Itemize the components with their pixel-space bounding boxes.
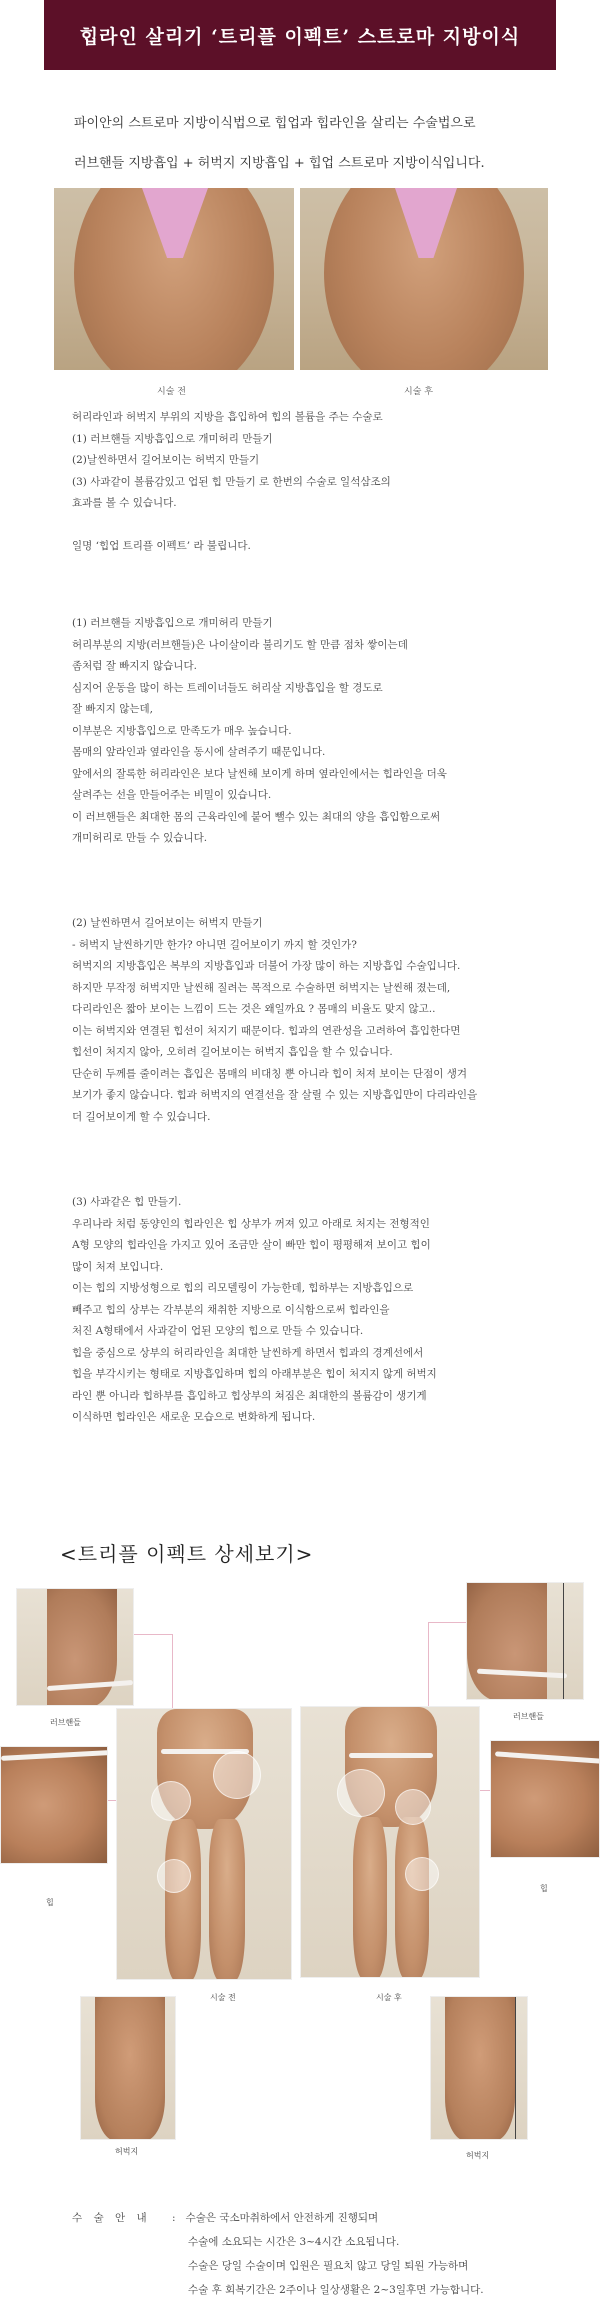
full-body-before-photo (116, 1708, 292, 1980)
text-line: 다리라인은 짧아 보이는 느낌이 드는 것은 왜일까요 ? 몸매의 비율도 맞지 않고.. (72, 1003, 436, 1015)
banner-title: 힙라인 살리기 ‘트리플 이펙트’ 스트로마 지방이식 (79, 25, 521, 48)
thigh-paragraph (72, 913, 542, 1128)
intro-line-1: 파이안의 스트로마 지방이식법으로 힙업과 힙라인을 살리는 수술법으로 (74, 116, 476, 131)
guide-line-2: 수술에 소요되는 시간은 3~4시간 소요됩니다. (188, 2236, 400, 2248)
hip-left-label: 힙 (46, 1898, 54, 1907)
love-handle-right-label: 러브핸들 (513, 1712, 544, 1721)
text-line: 허벅지의 지방흡입은 복부의 지방흡입과 더불어 가장 많이 하는 지방흡입 수술입니다. (72, 960, 461, 972)
guide-separator: : (172, 2212, 176, 2224)
text-line: 단순히 두께를 줄이려는 흡입은 몸매의 비대칭 뿐 아니라 힙이 처져 보이는 단점이 생겨 (72, 1067, 468, 1080)
text-line: 힙을 부각시키는 형태로 지방흡입하며 힙의 아래부분은 힙이 처지지 않게 허벅지 (72, 1368, 437, 1380)
text-line: 허리부분의 지방(러브핸들)은 나이살이라 불리기도 할 만큼 점차 쌓이는데 (72, 638, 408, 651)
text-line: (3) 사과같이 볼륨감있고 업된 힙 만들기 로 한번의 수술로 일석삼조의 (72, 475, 391, 488)
summary-paragraph (72, 407, 542, 558)
text-line: 많이 처져 보입니다. (72, 1260, 164, 1273)
full-body-before-label: 시술 전 (210, 1993, 236, 2002)
text-line: 일명 ‘힙업 트리플 이펙트’ 라 불립니다. (72, 540, 251, 552)
text-line: 개미허리로 만들 수 있습니다. (72, 832, 208, 844)
text-line: 이부분은 지방흡입으로 만족도가 매우 높습니다. (72, 724, 292, 737)
text-line: 이는 힙의 지방성형으로 힙의 리모델링이 가능한데, 힙하부는 지방흡입으로 (72, 1282, 414, 1294)
text-line: 몸매의 앞라인과 옆라인을 동시에 살려주기 때문입니다. (72, 746, 326, 758)
text-line: (2) 날씬하면서 길어보이는 허벅지 만들기 (72, 917, 263, 929)
text-line: 라인 뿐 아니라 힙하부를 흡입하고 힙상부의 쳐짐은 최대한의 볼륨감이 생기게 (72, 1389, 427, 1402)
text-line: A형 모양의 힙라인을 가지고 있어 조금만 살이 빠만 힙이 평평해져 보이고 힙이 (72, 1239, 431, 1251)
after-photo (300, 188, 548, 370)
intro-line-2: 러브핸들 지방흡입 + 허벅지 지방흡입 + 힙업 스트로마 지방이식입니다. (74, 156, 485, 171)
text-line: (1) 러브핸들 지방흡입으로 개미허리 만들기 (72, 617, 273, 629)
text-line: - 허벅지 날씬하기만 한가? 아니면 길어보이기 까지 할 것인가? (72, 938, 357, 951)
guide-key: 수 술 안 내 (72, 2212, 151, 2224)
text-line: (2)날씬하면서 길어보이는 허벅지 만들기 (72, 454, 260, 466)
text-line: 빼주고 힙의 상부는 각부분의 채취한 지방으로 이식함으로써 힙라인을 (72, 1303, 390, 1316)
before-photo (54, 188, 294, 370)
text-line: 심지어 운동을 많이 하는 트레이너들도 허리살 지방흡입을 할 경도로 (72, 681, 383, 694)
surgery-guide (72, 2206, 572, 2302)
text-line: (3) 사과같은 힙 만들기. (72, 1196, 182, 1208)
text-line: 보기가 좋지 않습니다. 힙과 허벅지의 연결선을 잘 살릴 수 있는 지방흡입만이 다리라인을 (72, 1089, 478, 1101)
thigh-left-label: 허벅지 (115, 2147, 139, 2156)
text-line: 힙을 중심으로 상부의 허리라인을 최대한 날씬하게 하면서 힙과의 경계선에서 (72, 1346, 424, 1359)
hip-right-label: 힙 (540, 1884, 548, 1893)
full-body-after-photo (300, 1706, 480, 1978)
love-handle-left-label: 러브핸들 (50, 1718, 81, 1727)
text-line: 좀처럼 잘 빠지지 않습니다. (72, 660, 197, 672)
love-handle-right-photo (466, 1582, 584, 1700)
text-line: 힙선이 처지지 않아, 오히려 길어보이는 허벅지 흡입을 할 수 있습니다. (72, 1046, 393, 1058)
text-line: 앞에서의 잘록한 허리라인은 보다 날씬해 보이게 하며 옆라인에서는 힙라인을 더욱 (72, 767, 447, 780)
love-handle-left-photo (16, 1588, 134, 1706)
guide-line-3: 수술은 당일 수술이며 입원은 필요치 않고 당일 퇴원 가능하며 (188, 2260, 469, 2272)
text-line: 이 러브핸들은 최대한 몸의 근육라인에 붙어 뺄수 있는 최대의 양을 흡입함으로써 (72, 810, 441, 823)
text-line: 효과를 볼 수 있습니다. (72, 497, 177, 509)
text-line: 하지만 무작정 허벅지만 날씬해 질려는 목적으로 수술하면 허벅지는 날씬해 졌는데, (72, 981, 451, 994)
text-line: 처진 A형태에서 사과같이 업된 모양의 힙으로 만들 수 있습니다. (72, 1325, 364, 1337)
page-banner (44, 0, 556, 70)
intro-text (74, 104, 574, 184)
before-caption: 시술 전 (157, 387, 186, 397)
text-line: 허리라인과 허벅지 부위의 지방을 흡입하여 힙의 볼륨을 주는 수술로 (72, 411, 383, 423)
detail-section-title: <트리플 이펙트 상세보기> (60, 1542, 314, 1566)
thigh-right-label: 허벅지 (466, 2151, 490, 2160)
thigh-right-photo (430, 1996, 528, 2140)
guide-line-4: 수술 후 회복기간은 2주이나 일상생활은 2~3일후면 가능합니다. (188, 2284, 484, 2296)
text-line: 더 길어보이게 할 수 있습니다. (72, 1110, 211, 1123)
text-line: 살려주는 선을 만들어주는 비밀이 있습니다. (72, 789, 272, 801)
text-line: (1) 러브핸들 지방흡입으로 개미허리 만들기 (72, 432, 273, 445)
text-line: 잘 빠지지 않는데, (72, 703, 154, 715)
after-caption: 시술 후 (404, 387, 433, 397)
guide-line-1: 수술은 국소마취하에서 안전하게 진행되며 (185, 2212, 379, 2224)
hip-left-photo (0, 1746, 108, 1864)
text-line: 이는 허벅지와 연결된 힙선이 처지기 때문이다. 힙과의 연관성을 고려하여 흡입한다면 (72, 1024, 461, 1037)
text-line (72, 515, 542, 537)
thigh-left-photo (80, 1996, 176, 2140)
hip-paragraph (72, 1192, 542, 1429)
text-line: 우리나라 처럼 동양인의 힙라인은 힙 상부가 꺼져 있고 아래로 처지는 전형적인 (72, 1217, 430, 1230)
text-line: 이식하면 힙라인은 새로운 모습으로 변화하게 됩니다. (72, 1411, 316, 1423)
love-handle-paragraph (72, 613, 542, 850)
hip-right-photo (490, 1740, 600, 1858)
full-body-after-label: 시술 후 (376, 1993, 402, 2002)
